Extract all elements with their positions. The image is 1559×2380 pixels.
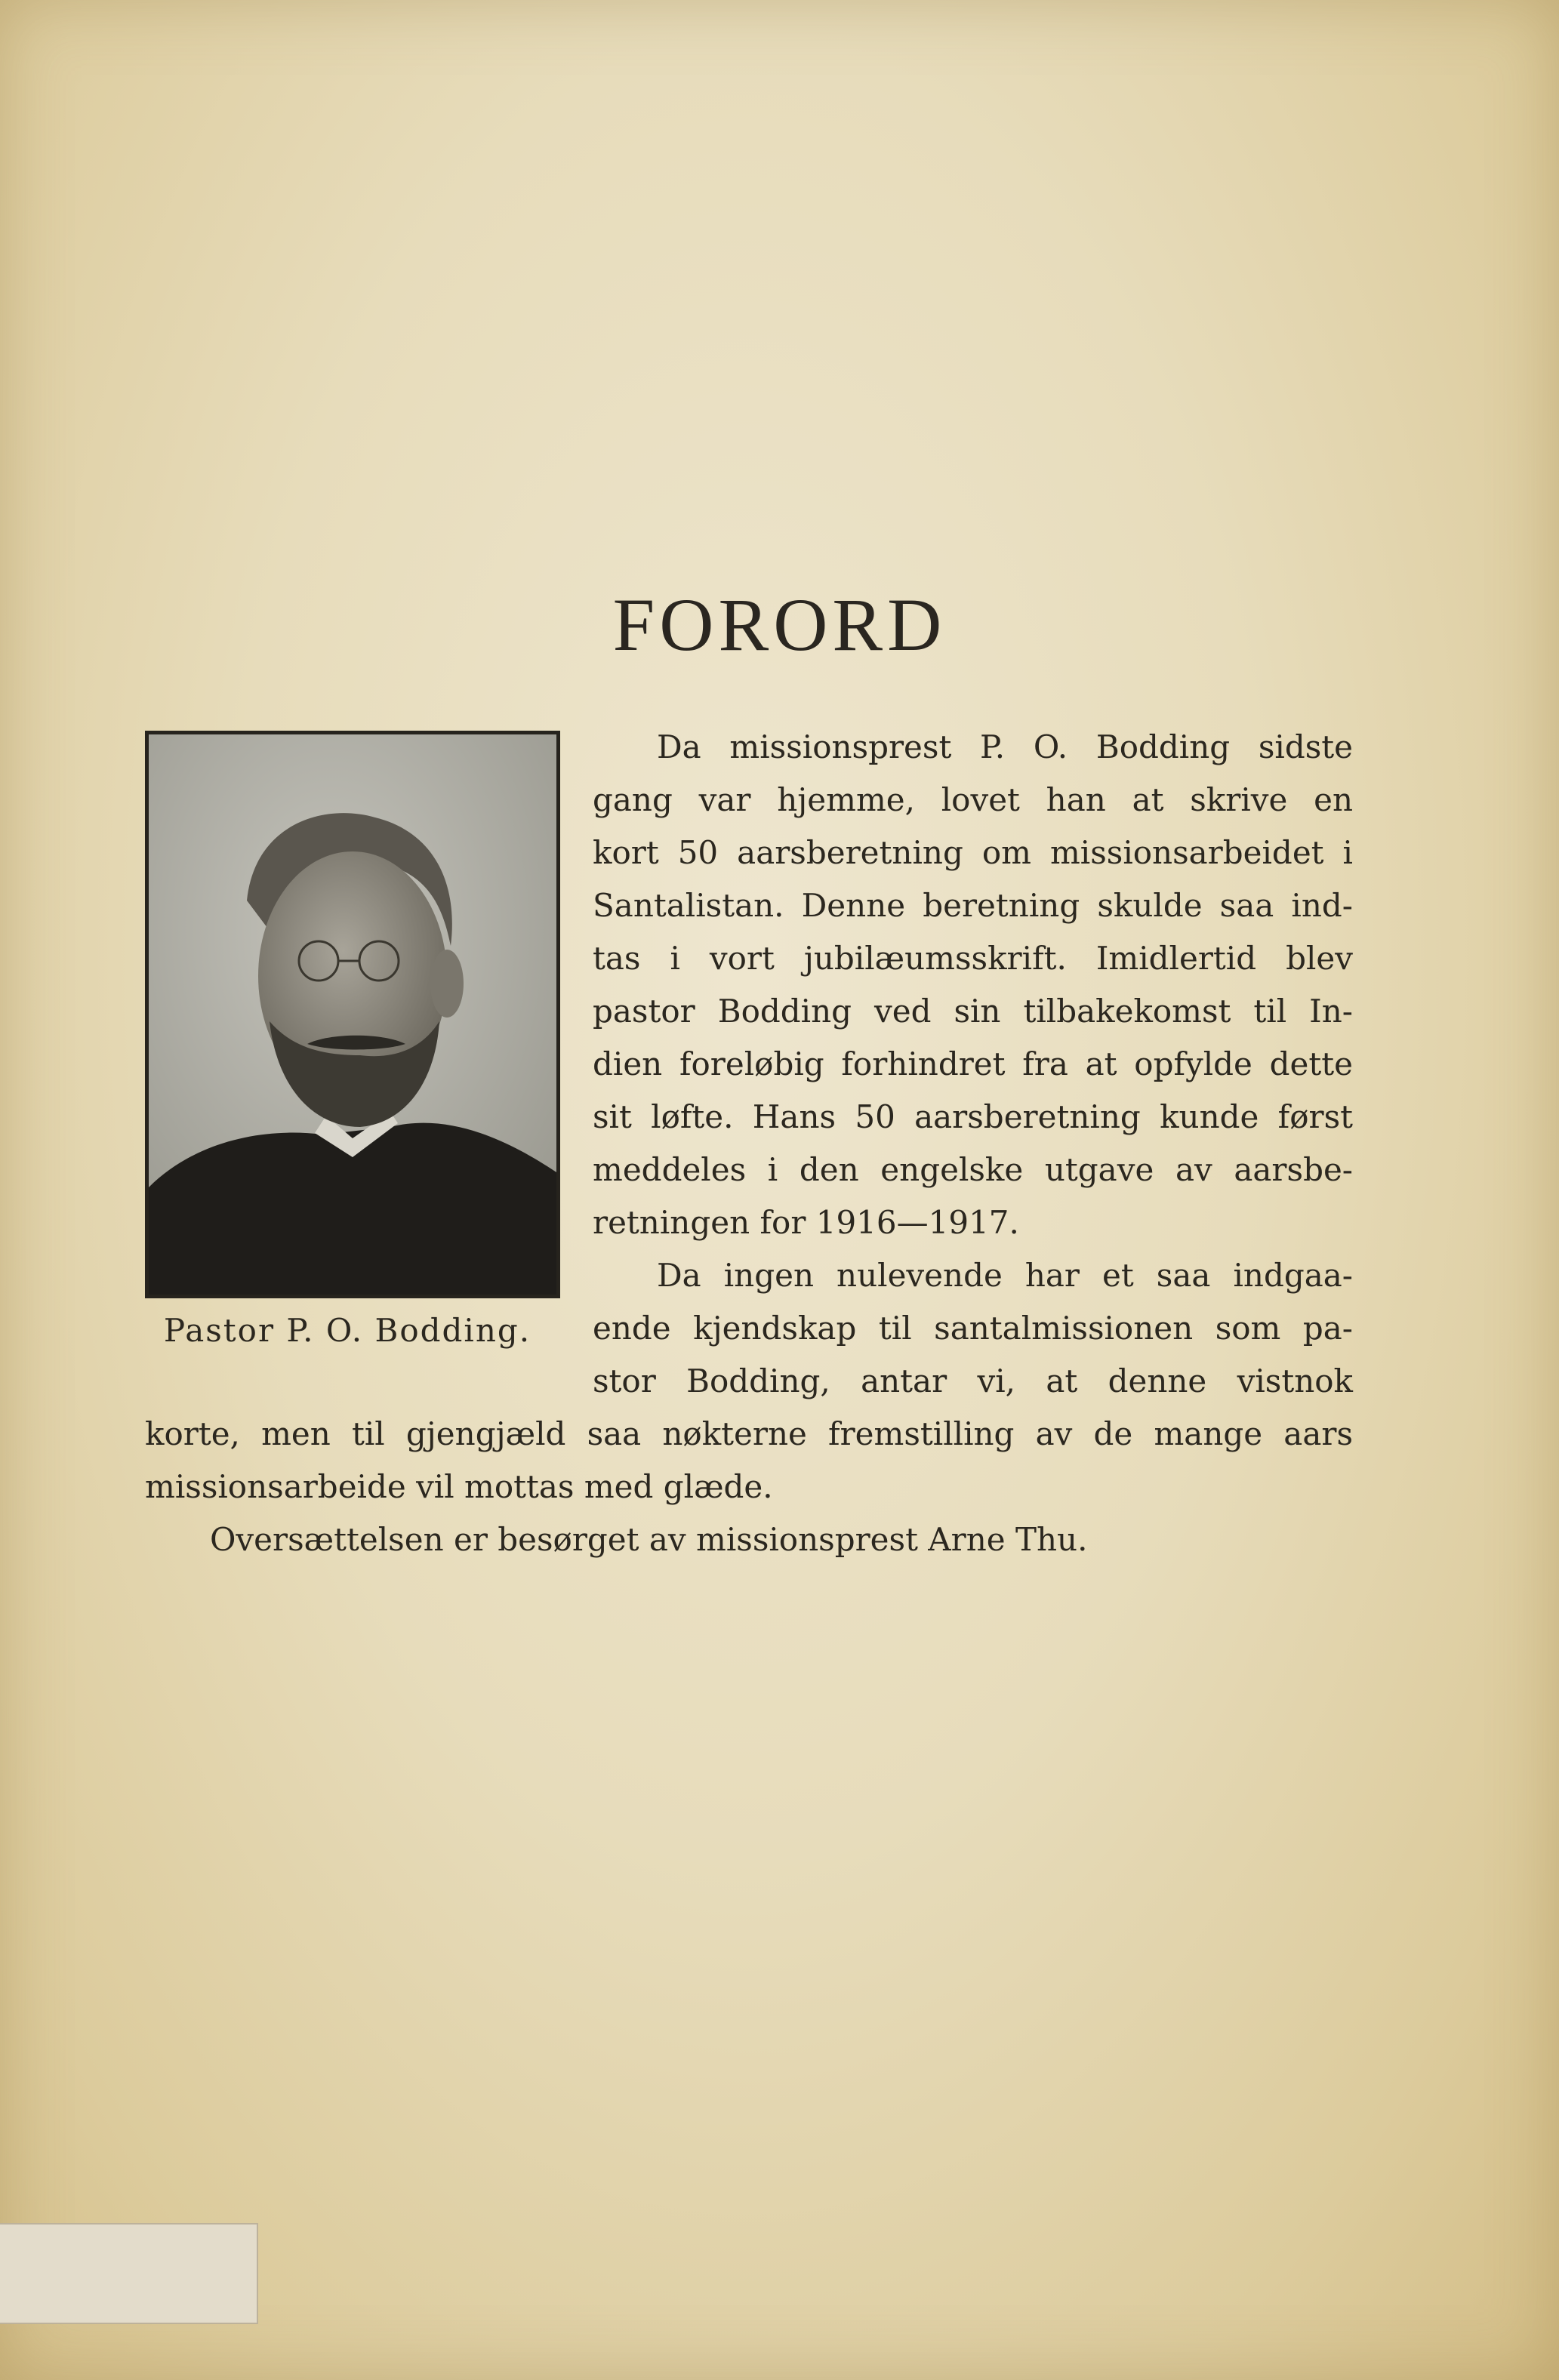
paragraph-line: kort 50 aarsberetning om missionsarbeidet i [593, 834, 1353, 871]
paragraph-line: stor Bodding, antar vi, at denne vistnok [593, 1362, 1353, 1399]
paragraph-line: Da ingen nulevende har et saa indgaa- [657, 1257, 1353, 1294]
paragraph-line: ende kjendskap til santalmissionen som pa- [593, 1310, 1353, 1347]
paragraph-line: gang var hjemme, lovet han at skrive en [593, 781, 1353, 818]
portrait-caption: Pastor P. O. Bodding. [163, 1312, 531, 1349]
portrait-image [149, 734, 556, 1295]
paragraph-line: retningen for 1916—1917. [593, 1204, 1019, 1241]
paragraph-line: Santalistan. Denne beretning skulde saa ind- [593, 887, 1353, 924]
paragraph-line: korte, men til gjengjæld saa nøkterne fremstilling av de mange aars [145, 1415, 1353, 1452]
translator-note: Oversættelsen er besørget av missionsprest Arne Thu. [210, 1521, 1088, 1558]
paragraph-line: dien foreløbig forhindret fra at opfylde dette [593, 1045, 1353, 1082]
paragraph-line: pastor Bodding ved sin tilbakekomst til In- [593, 993, 1353, 1030]
paragraph-line: sit løfte. Hans 50 aarsberetning kunde først [593, 1098, 1353, 1135]
paragraph-line: Da missionsprest P. O. Bodding sidste [657, 728, 1353, 765]
paragraph-line: meddeles i den engelske utgave av aarsbe- [593, 1151, 1353, 1188]
page-title: FORORD [612, 583, 947, 667]
paragraph-line: tas i vort jubilæumsskrift. Imidlertid blev [593, 940, 1353, 977]
portrait-photo [145, 731, 560, 1298]
library-label-tape [0, 2223, 258, 2324]
paragraph-line: missionsarbeide vil mottas med glæde. [145, 1468, 773, 1505]
